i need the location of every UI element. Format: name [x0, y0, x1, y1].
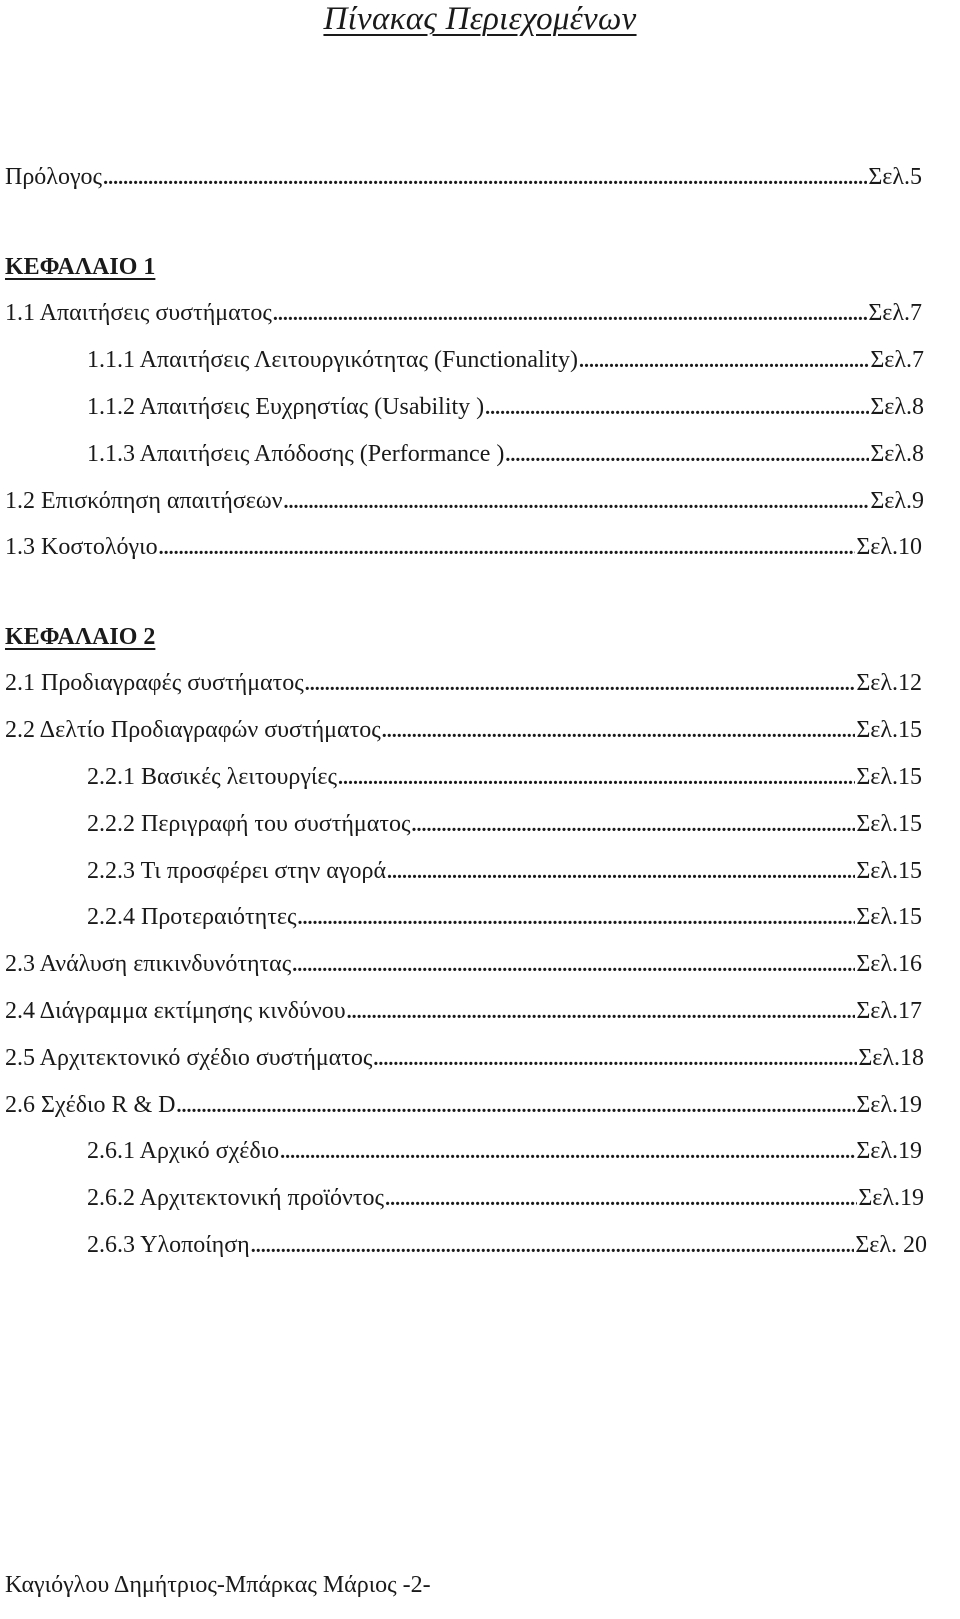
- toc-entry-label: 2.3 Ανάλυση επικινδυνότητας: [5, 951, 292, 977]
- dot-leader: [273, 299, 867, 329]
- toc-entry-page: Σελ.15: [856, 858, 922, 884]
- toc-entry-page: Σελ.16: [856, 951, 922, 977]
- dot-leader: [505, 440, 869, 470]
- toc-entry-page: Σελ.9: [870, 488, 924, 514]
- toc-entry-page: Σελ.8: [870, 441, 924, 467]
- dot-leader: [385, 1184, 857, 1214]
- toc-entry-label: 2.2.3 Τι προσφέρει στην αγορά: [87, 858, 387, 884]
- toc-entry-page: Σελ.10: [856, 534, 922, 560]
- dot-leader: [305, 669, 856, 699]
- toc-entry: [87, 345, 924, 375]
- dot-leader: [297, 903, 855, 933]
- toc-entry-page: Σελ.17: [856, 998, 922, 1024]
- toc-entry: [5, 532, 922, 562]
- toc-entry-label: 2.1 Προδιαγραφές συστήματος: [5, 670, 304, 696]
- page-title: Πίνακας Περιεχομένων: [323, 1, 637, 37]
- dot-leader: [373, 1044, 857, 1074]
- dot-leader: [103, 163, 867, 193]
- dot-leader: [283, 487, 869, 517]
- toc-entry-label: Πρόλογος: [5, 164, 103, 190]
- toc-entry-label: 1.1 Απαιτήσεις συστήματος: [5, 300, 272, 326]
- dot-leader: [280, 1137, 855, 1167]
- toc-entry-page: Σελ.12: [856, 670, 922, 696]
- toc-entry-label: 2.2.4 Προτεραιότητες: [87, 904, 297, 930]
- toc-entry: [87, 1136, 922, 1166]
- toc-entry-page: Σελ.7: [870, 347, 924, 373]
- toc-entry-label: 1.1.1 Απαιτήσεις Λειτουργικότητας (Functionality): [87, 347, 578, 373]
- toc-entry-page: Σελ.8: [870, 394, 924, 420]
- dot-leader: [176, 1091, 855, 1121]
- toc-entry-page: Σελ.18: [858, 1045, 924, 1071]
- toc-entry: [5, 298, 922, 328]
- toc-entry-label: 1.2 Επισκόπηση απαιτήσεων: [5, 488, 283, 514]
- toc-entry-label: 1.1.3 Απαιτήσεις Απόδοσης (Performance ): [87, 441, 505, 467]
- toc-entry-label: 2.2 Δελτίο Προδιαγραφών συστήματος: [5, 717, 381, 743]
- toc-entry-page: Σελ.5: [868, 164, 922, 190]
- toc-entry: [87, 809, 922, 839]
- chapter-heading-2: ΚΕΦΑΛΑΙΟ 2: [5, 624, 156, 650]
- dot-leader: [251, 1231, 855, 1261]
- toc-entry-page: Σελ.15: [856, 764, 922, 790]
- toc-entry-preface: [5, 162, 922, 192]
- toc-entry: [87, 902, 922, 932]
- toc-entry-label: 2.2.1 Βασικές λειτουργίες: [87, 764, 337, 790]
- page-footer: Καγιόγλου Δημήτριος-Μπάρκας Μάριος -2-: [5, 1572, 431, 1598]
- dot-leader: [485, 393, 869, 423]
- toc-entry: [5, 996, 922, 1026]
- toc-entry-label: 2.6.1 Αρχικό σχέδιο: [87, 1138, 280, 1164]
- toc-entry-label: 2.2.2 Περιγραφή του συστήματος: [87, 811, 411, 837]
- toc-entry-label: 2.6 Σχέδιο R & D: [5, 1092, 176, 1118]
- toc-entry-page: Σελ.19: [856, 1092, 922, 1118]
- toc-entry: [5, 715, 922, 745]
- toc-entry: [5, 1043, 924, 1073]
- dot-leader: [338, 763, 855, 793]
- dot-leader: [411, 810, 855, 840]
- dot-leader: [159, 533, 856, 563]
- toc-entry-label: 2.4 Διάγραμμα εκτίμησης κινδύνου: [5, 998, 346, 1024]
- toc-entry-page: Σελ.19: [858, 1185, 924, 1211]
- toc-entry-page: Σελ.15: [856, 811, 922, 837]
- toc-entry: [87, 856, 922, 886]
- toc-entry-label: 1.3 Κοστολόγιο: [5, 534, 158, 560]
- toc-entry-label: 2.6.2 Αρχιτεκτονική προϊόντος: [87, 1185, 385, 1211]
- toc-entry: [5, 1090, 922, 1120]
- toc-entry-page: Σελ.15: [856, 717, 922, 743]
- toc-entry: [87, 439, 924, 469]
- dot-leader: [387, 857, 855, 887]
- toc-entry: [87, 1183, 924, 1213]
- toc-entry-page: Σελ.7: [868, 300, 922, 326]
- toc-entry-page: Σελ.19: [856, 1138, 922, 1164]
- toc-entry: [5, 486, 924, 516]
- toc-entry: [5, 668, 922, 698]
- dot-leader: [382, 716, 856, 746]
- toc-entry: [87, 392, 924, 422]
- toc-entry-page: Σελ. 20: [855, 1232, 927, 1258]
- dot-leader: [292, 950, 855, 980]
- toc-entry: [87, 1230, 927, 1260]
- toc-entry: [5, 949, 922, 979]
- toc-entry-page: Σελ.15: [856, 904, 922, 930]
- dot-leader: [347, 997, 856, 1027]
- toc-entry: [87, 762, 922, 792]
- toc-entry-label: 1.1.2 Απαιτήσεις Ευχρηστίας (Usability ): [87, 394, 485, 420]
- toc-entry-label: 2.5 Αρχιτεκτονικό σχέδιο συστήματος: [5, 1045, 373, 1071]
- chapter-heading-1: ΚΕΦΑΛΑΙΟ 1: [5, 254, 156, 280]
- toc-entry-label: 2.6.3 Υλοποίηση: [87, 1232, 250, 1258]
- dot-leader: [579, 346, 869, 376]
